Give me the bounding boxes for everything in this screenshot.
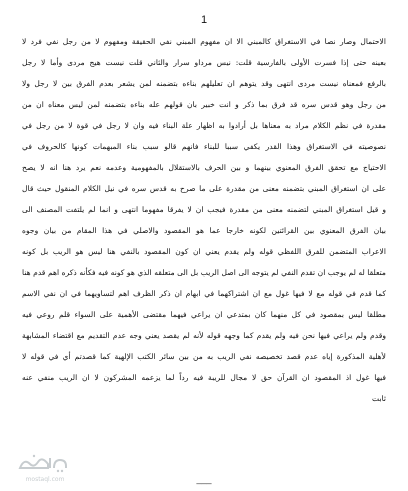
text-line: مطلقا ليس بمقصود في كل منهما كان بمتدعي ان يراعي فيهما مقتضى الأهمية على السواء قلم روعي فيه bbox=[22, 310, 386, 319]
footer-mark: ___ bbox=[196, 474, 212, 484]
text-line: الاحتمال وصار نصا في الاستغراق كالمبني الا ان مفهوم المبني نفي الحقيقة ومفهوم لا من رجل نفي فرد لا bbox=[22, 37, 386, 46]
text-line: بالرفع فمعناه نيست مردى انتهى وقد يتوهم ان تعليلهم بناءه بتضمنه لمن يشعر بعدم الفرق بين لا رجل ولا bbox=[22, 79, 386, 88]
text-line: على ان استغراق المبني بتضمنه معنى من مقدرة على ما صرح به قدس سره في نيل الكلام المنقول حيث قال bbox=[22, 184, 386, 193]
text-line: مقدرة في نظم الكلام مراد به معناها بل أرادوا به اظهار علة البناء فيه وان لا رجل في قوة لا من رجل في bbox=[22, 121, 386, 130]
text-line: الاحتياج مع تحقق الفرق المعنوي بينهما و بين الحرف بالاستقلال بالمفهومية وعدمه نعم يرد هنا انه لا يصح bbox=[22, 163, 386, 172]
body-text bbox=[22, 31, 386, 409]
text-line: الاعراب المتضمن للفرق اللفظي قوله ولم يقدم يعني ان كون المقصود بالنفي هنا ليس هو الريب بل كونه bbox=[22, 247, 386, 256]
text-line: و قيل استغراق المبني لتضمنه معنى من مقدرة فيجب ان لا يفرقا مفهوما انتهى و انما لم يلتفت المصنف الى bbox=[22, 205, 386, 214]
text-line: ثابت bbox=[372, 394, 386, 403]
watermark-domain: mostaql.com bbox=[25, 476, 65, 483]
mostaql-logo-icon bbox=[14, 452, 74, 476]
text-line: بعينه حتى إذا فسرت الأولى بالفارسية قلت: نيس مرداو سرار والثاني قلت نيست هيج مردى وأما لا رجل bbox=[22, 58, 386, 67]
text-line: وقدم ولم يراعي فيها نحن فيه ولم يقدم كما وجهه قوله لأنه لم يقصد يعني وجه عدم التقديم مع اقتضاء المشابهة bbox=[22, 331, 386, 340]
text-line: نصوصيته في الاستغراق وهذا القدر يكفي سببا للبناء فانهم قالو سبب بناء المبهمات كونها كالحروف في bbox=[22, 142, 386, 151]
text-line: فيها غول اذ المقصود ان القرآن حق لا مجال للريبة فيه رداً لما يزعمه المشركون لا ان الريب منفي عنه bbox=[22, 373, 386, 382]
text-line: متعلقا له لم يوجب ان تقدم النفي لم يتوجه الى اصل الريب بل الى متعلقه الذي هو كونه فيه فكأنه ذكره اهم قدم هنا bbox=[22, 268, 386, 277]
text-line: من رجل وهو قدس سره قد فرق بما ذكر و انت خبير بان قولهم عله بناءه بتضمنه لمن ليس معناه ان من bbox=[22, 100, 386, 109]
text-line: كما قدم في قوله مع لا فيها غول مع ان اشتراكهما في ابهام ان ذكر الظرف اهم لتساويهما في ان نفي الاسم bbox=[22, 289, 386, 298]
text-line: بيان الفرق المعنوي بين القرائتين لكونه خارجا عما هو المقصود والاصلي في هذا المقام من بيان وجوه bbox=[22, 226, 386, 235]
text-line: لأهلية المذكورة إياه عدم قصد تخصيصه نفي الريب به من بين سائر الكتب الإلهية كما قصدتم أي في قوله لا bbox=[22, 352, 386, 361]
page-number: 1 bbox=[200, 14, 208, 26]
